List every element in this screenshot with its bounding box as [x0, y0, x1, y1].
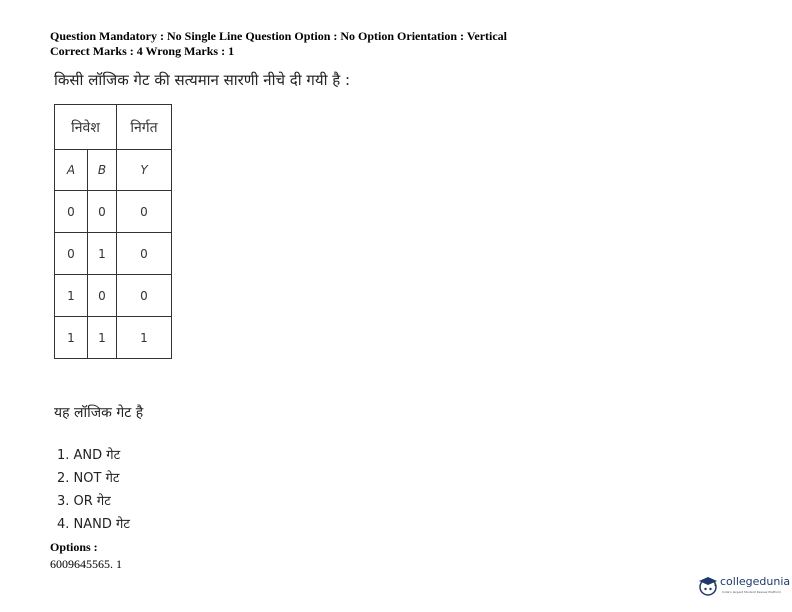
output-header: निर्गत [117, 105, 172, 150]
question-text: किसी लॉजिक गेट की सत्यमान सारणी नीचे दी गयी है : [54, 71, 351, 89]
collegedunia-logo [696, 570, 790, 600]
logo-tagline: India's largest Student Review Platform [722, 590, 782, 594]
question-prompt: यह लॉजिक गेट है [54, 405, 144, 421]
option-id: 6009645565. 1 [50, 557, 122, 571]
option-4[interactable]: 4. NAND गेट [57, 517, 130, 532]
table-cell: 0 [117, 233, 172, 275]
logo-wordmark: collegedunia [720, 575, 791, 588]
table-row [55, 233, 172, 275]
graduation-cap-icon [698, 574, 718, 596]
column-header-y: Y [117, 150, 172, 191]
truth-table [54, 104, 172, 359]
question-meta-line: Question Mandatory : No Single Line Question Option : No Option Orientation : Vertical [50, 29, 508, 43]
option-1[interactable]: 1. AND गेट [57, 448, 121, 463]
table-cell: 1 [88, 317, 117, 359]
input-header: निवेश [55, 105, 117, 150]
table-cell: 0 [55, 233, 88, 275]
column-header-a: A [55, 150, 88, 191]
table-row [55, 275, 172, 317]
table-cell: 0 [55, 191, 88, 233]
table-row [55, 191, 172, 233]
option-list [57, 444, 130, 536]
table-cell: 1 [117, 317, 172, 359]
table-cell: 0 [88, 275, 117, 317]
table-cell: 1 [55, 275, 88, 317]
table-cell: 1 [88, 233, 117, 275]
column-header-b: B [88, 150, 117, 191]
options-label: Options : [50, 540, 98, 554]
table-cell: 1 [55, 317, 88, 359]
table-cell: 0 [88, 191, 117, 233]
option-3[interactable]: 3. OR गेट [57, 494, 111, 509]
table-row [55, 317, 172, 359]
marks-meta-line: Correct Marks : 4 Wrong Marks : 1 [50, 44, 235, 58]
option-2[interactable]: 2. NOT गेट [57, 471, 120, 486]
table-cell: 0 [117, 191, 172, 233]
table-cell: 0 [117, 275, 172, 317]
